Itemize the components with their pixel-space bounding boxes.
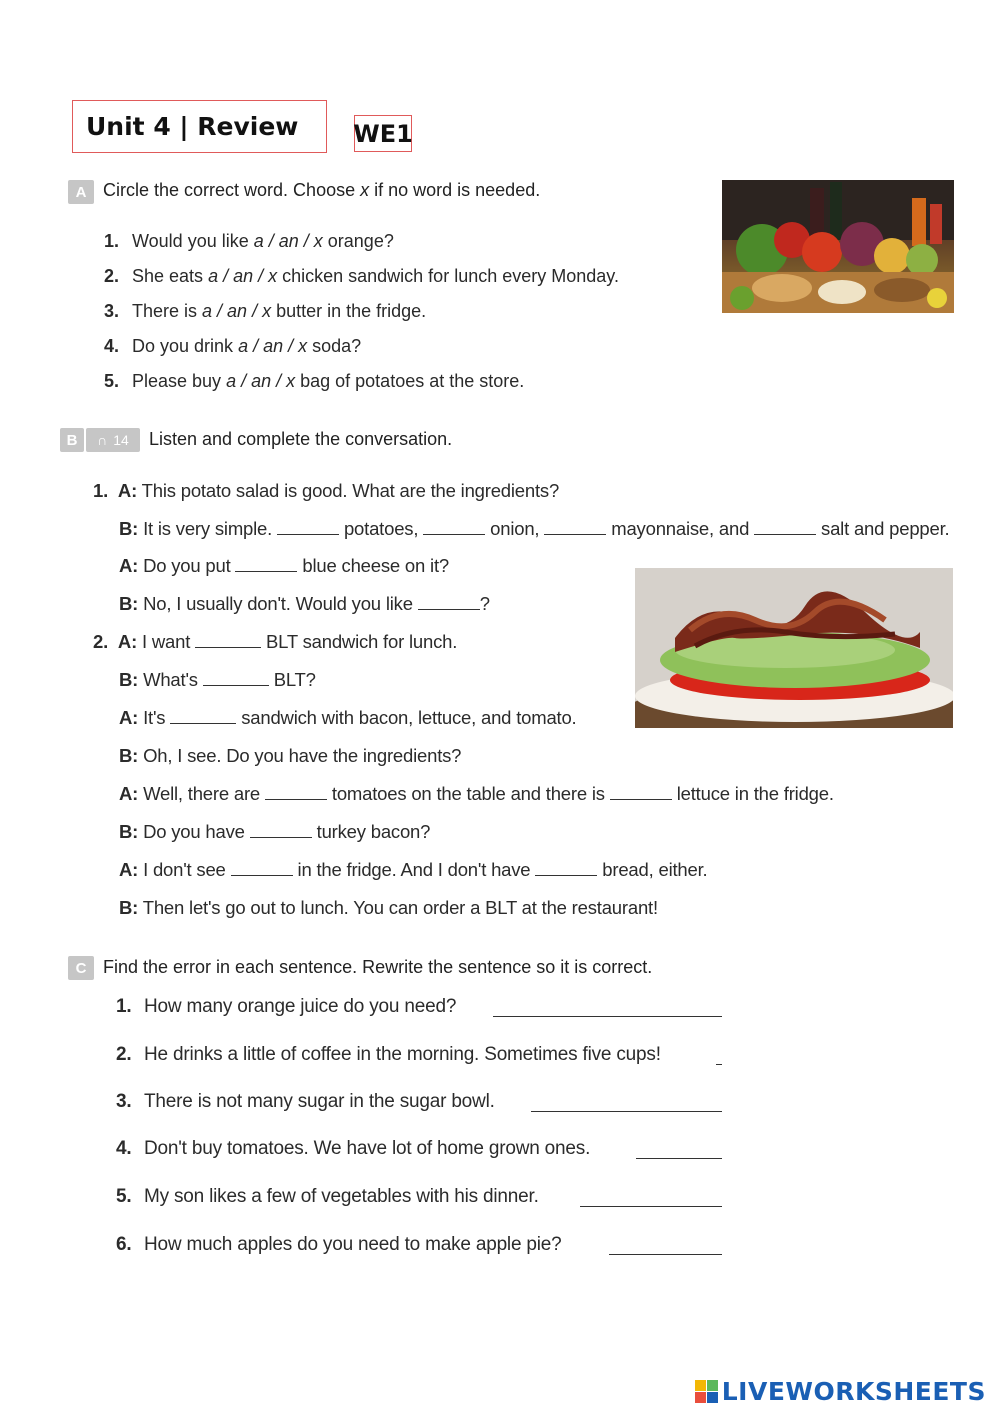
blank-field[interactable] [203, 671, 269, 686]
section-c-item-2 [116, 1044, 661, 1066]
liveworksheets-icon [695, 1380, 718, 1403]
section-a-instruction [103, 180, 540, 201]
blank-field[interactable] [265, 785, 327, 800]
instruction-text: Circle the correct word. Choose [103, 180, 361, 200]
conv-line [119, 669, 316, 691]
answer-line-4[interactable] [636, 1158, 722, 1159]
section-a-item-5 [104, 371, 524, 392]
audio-track-badge[interactable] [86, 428, 140, 452]
line-text: I don't see [138, 859, 231, 880]
item-number: 5. [116, 1186, 132, 1207]
speaker-label: B: [119, 897, 139, 918]
item-text: orange? [322, 231, 394, 251]
blank-field[interactable] [610, 785, 672, 800]
item-number: 1. [116, 996, 132, 1017]
speaker-label: A: [119, 707, 139, 728]
item-number: 4. [104, 336, 120, 356]
groceries-illustration [722, 180, 954, 313]
line-text: Well, there are [138, 783, 265, 804]
speaker-label: B: [119, 821, 139, 842]
conv-line [119, 783, 834, 805]
instruction-x: x [360, 180, 370, 200]
item-text: Would you like [132, 231, 254, 251]
blank-field[interactable] [418, 595, 480, 610]
answer-line-6[interactable] [609, 1254, 722, 1255]
conv-line [119, 859, 707, 881]
speaker-label: A: [119, 555, 139, 576]
item-number: 6. [116, 1234, 132, 1255]
answer-options[interactable]: a / an / x [208, 266, 278, 286]
section-a-item-2 [104, 266, 619, 287]
line-text: Oh, I see. Do you have the ingredients? [138, 745, 462, 766]
section-c-item-6 [116, 1234, 562, 1256]
line-text: potatoes, [339, 518, 424, 539]
instruction-text: if no word is needed. [369, 180, 541, 200]
line-text: BLT? [268, 669, 316, 690]
item-number: 3. [116, 1091, 132, 1112]
speaker-label: B: [119, 669, 139, 690]
line-text: It's [138, 707, 171, 728]
line-text: salt and pepper. [816, 518, 950, 539]
item-text: Please buy [132, 371, 227, 391]
answer-options[interactable]: a / an / x [238, 336, 308, 356]
line-text: in the fridge. And I don't have [292, 859, 536, 880]
answer-line-3[interactable] [531, 1111, 722, 1112]
blank-field[interactable] [544, 520, 606, 535]
item-number: 2. [116, 1044, 132, 1065]
line-text: Do you put [138, 555, 236, 576]
answer-options[interactable]: a / an / x [253, 231, 323, 251]
section-b-badge: B [60, 428, 84, 452]
speaker-label: A: [117, 631, 138, 652]
conv-line [119, 555, 449, 577]
answer-line-1[interactable] [493, 1016, 722, 1017]
answer-line-5[interactable] [580, 1206, 722, 1207]
blank-field[interactable] [754, 520, 816, 535]
speaker-label: A: [117, 480, 138, 501]
item-text: There is [132, 301, 203, 321]
item-number: 2. [104, 266, 120, 286]
item-text: Don't buy tomatoes. We have lot of home grown ones. [144, 1138, 591, 1159]
conv-line [119, 821, 430, 843]
section-a-item-3 [104, 301, 426, 322]
answer-options[interactable]: a / an / x [202, 301, 272, 321]
line-text: onion, [485, 518, 545, 539]
section-b-instruction: Listen and complete the conversation. [149, 429, 453, 449]
line-text: Then let's go out to lunch. You can order a BLT at the restaurant! [138, 897, 658, 918]
item-number: 2. [93, 631, 109, 652]
section-c-item-4 [116, 1138, 590, 1160]
item-text: There is not many sugar in the sugar bowl. [144, 1091, 495, 1112]
blank-field[interactable] [250, 823, 312, 838]
speaker-label: A: [119, 859, 139, 880]
section-c-item-3 [116, 1091, 495, 1113]
answer-line-2[interactable] [716, 1064, 722, 1065]
item-number: 5. [104, 371, 120, 391]
item-text: butter in the fridge. [271, 301, 427, 321]
blank-field[interactable] [235, 557, 297, 572]
line-text: I want [137, 631, 196, 652]
item-text: bag of potatoes at the store. [295, 371, 525, 391]
line-text: lettuce in the fridge. [671, 783, 834, 804]
item-number: 1. [93, 480, 109, 501]
item-text: Do you drink [132, 336, 239, 356]
conv-line [119, 897, 658, 919]
brand-logo [695, 1377, 986, 1406]
line-text: blue cheese on it? [297, 555, 449, 576]
headphones-icon: ∩ [97, 432, 108, 448]
line-text: mayonnaise, and [606, 518, 755, 539]
line-text: What's [138, 669, 203, 690]
conv-line [93, 631, 457, 653]
line-text: tomatoes on the table and there is [326, 783, 610, 804]
section-a-item-4 [104, 336, 361, 357]
conv-line [119, 707, 577, 729]
line-text: Do you have [138, 821, 250, 842]
section-a-item-1 [104, 231, 394, 252]
conv-line [119, 518, 950, 540]
speaker-label: B: [119, 518, 139, 539]
line-text: turkey bacon? [311, 821, 431, 842]
item-text: chicken sandwich for lunch every Monday. [277, 266, 619, 286]
brand-name: LIVEWORKSHEETS [721, 1377, 986, 1406]
speaker-label: A: [119, 783, 139, 804]
speaker-label: B: [119, 593, 139, 614]
line-text: This potato salad is good. What are the ingredients? [137, 480, 560, 501]
groceries-photo [722, 180, 954, 313]
section-c-badge: C [68, 956, 94, 980]
speaker-label: B: [119, 745, 139, 766]
section-a-badge: A [68, 180, 94, 204]
section-c-instruction: Find the error in each sentence. Rewrite the sentence so it is correct. [103, 957, 653, 977]
conv-line [119, 593, 490, 615]
blt-illustration [635, 568, 953, 728]
item-number: 3. [104, 301, 120, 321]
item-text: He drinks a little of coffee in the morning. Sometimes five cups! [144, 1044, 661, 1065]
conv-line [93, 480, 559, 502]
blank-field[interactable] [231, 861, 293, 876]
section-c-item-5 [116, 1186, 539, 1208]
line-text: bread, either. [597, 859, 708, 880]
line-text: It is very simple. [138, 518, 278, 539]
page-title: Unit 4 | Review [86, 112, 299, 141]
worksheet-code: WE1 [354, 115, 412, 152]
track-number: 14 [113, 432, 129, 448]
blank-field[interactable] [170, 709, 236, 724]
blt-sandwich-photo [635, 568, 953, 728]
blank-field[interactable] [423, 520, 485, 535]
line-text: ? [479, 593, 490, 614]
answer-options[interactable]: a / an / x [226, 371, 296, 391]
conv-line [119, 745, 461, 767]
item-text: My son likes a few of vegetables with his dinner. [144, 1186, 539, 1207]
blank-field[interactable] [195, 633, 261, 648]
blank-field[interactable] [535, 861, 597, 876]
line-text: BLT sandwich for lunch. [261, 631, 458, 652]
item-number: 4. [116, 1138, 132, 1159]
line-text: sandwich with bacon, lettuce, and tomato. [236, 707, 577, 728]
section-c-item-1 [116, 996, 456, 1018]
item-text: soda? [307, 336, 362, 356]
line-text: No, I usually don't. Would you like [138, 593, 418, 614]
blank-field[interactable] [277, 520, 339, 535]
item-number: 1. [104, 231, 120, 251]
item-text: How many orange juice do you need? [144, 996, 457, 1017]
item-text: She eats [132, 266, 209, 286]
item-text: How much apples do you need to make apple pie? [144, 1234, 562, 1255]
